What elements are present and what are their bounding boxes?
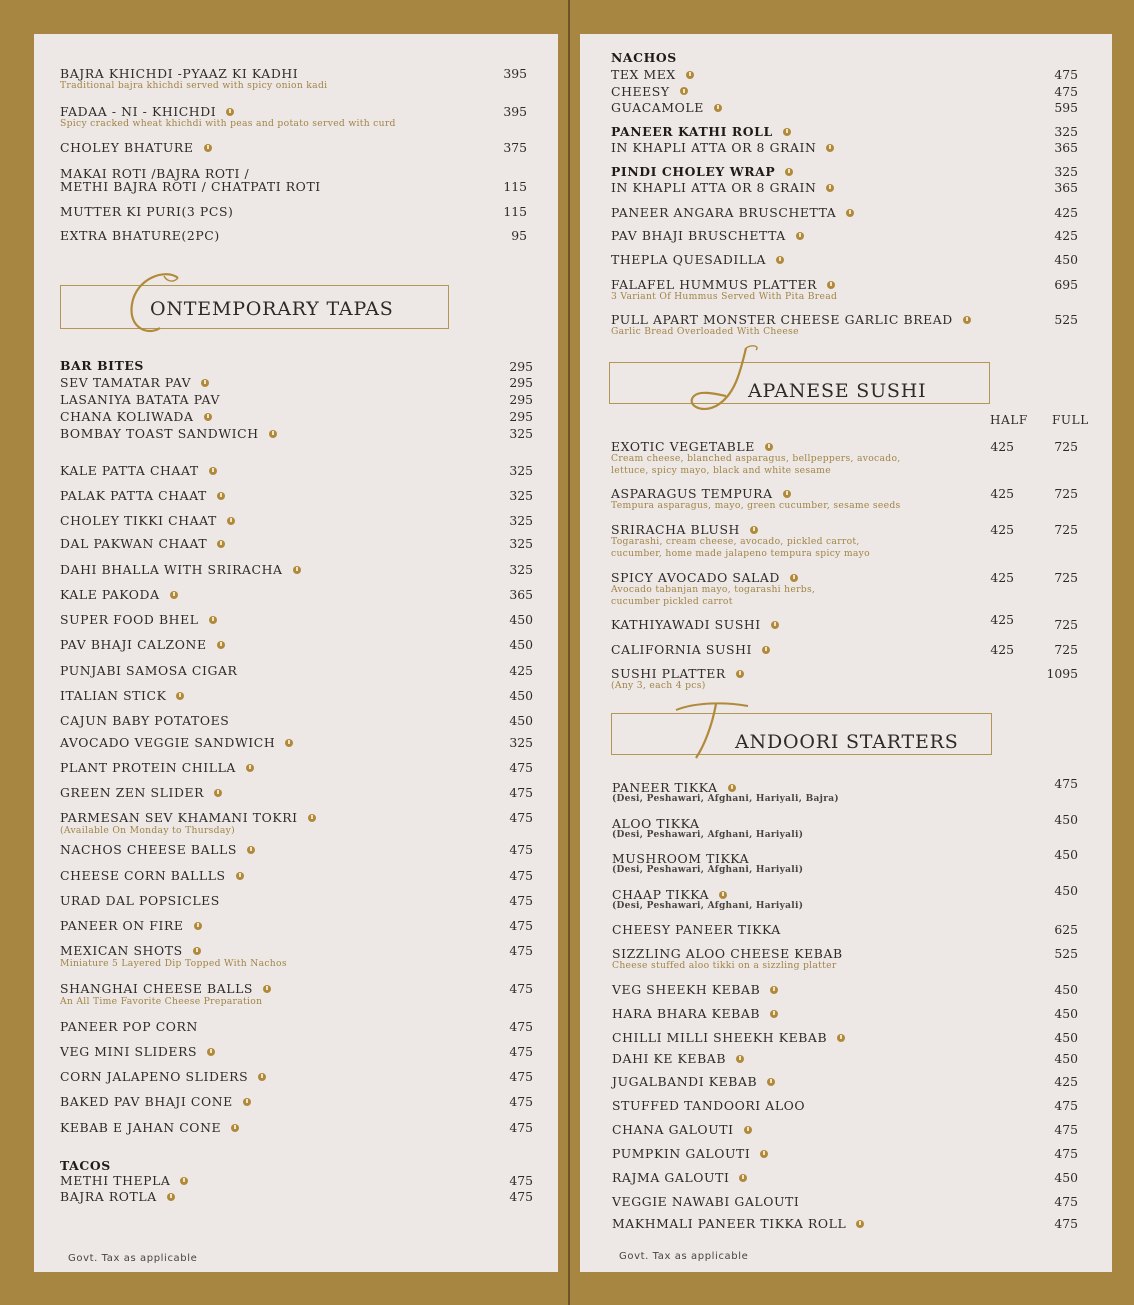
menu-item-description: (Any 3, each 4 pcs) bbox=[611, 680, 706, 691]
menu-item-price: 475 bbox=[509, 893, 533, 908]
menu-item-name: KALE PATTA CHAAT bbox=[60, 463, 217, 478]
menu-item-name: CHANA KOLIWADA bbox=[60, 409, 212, 424]
menu-item-price: 475 bbox=[509, 810, 533, 825]
veg-dot-icon bbox=[209, 616, 217, 624]
veg-dot-icon bbox=[762, 646, 770, 654]
menu-item-name: MUTTER KI PURI(3 PCS) bbox=[60, 204, 234, 219]
menu-item-name: SHANGHAI CHEESE BALLS bbox=[60, 981, 271, 996]
veg-dot-icon bbox=[856, 1220, 864, 1228]
menu-item-price-half: 425 bbox=[990, 439, 1014, 454]
subsection-header-bar-bites: BAR BITES bbox=[60, 358, 144, 373]
menu-item-price: 425 bbox=[509, 663, 533, 678]
menu-item-price: 295 bbox=[509, 392, 533, 407]
veg-dot-icon bbox=[180, 1177, 188, 1185]
menu-item-name: HARA BHARA KEBAB bbox=[612, 1006, 778, 1021]
menu-item-price: 325 bbox=[1054, 124, 1078, 139]
veg-dot-icon bbox=[243, 1098, 251, 1106]
menu-item-price: 475 bbox=[509, 868, 533, 883]
veg-dot-icon bbox=[785, 168, 793, 176]
veg-dot-icon bbox=[209, 467, 217, 475]
menu-item-description: (Desi, Peshawari, Afghani, Hariyali) bbox=[612, 865, 804, 875]
veg-dot-icon bbox=[783, 128, 791, 136]
veg-dot-icon bbox=[744, 1126, 752, 1134]
menu-item-name: METHI THEPLA bbox=[60, 1173, 188, 1188]
menu-item-name: SRIRACHA BLUSH bbox=[611, 522, 758, 537]
veg-dot-icon bbox=[227, 517, 235, 525]
veg-dot-icon bbox=[736, 1055, 744, 1063]
menu-item-name: CHANA GALOUTI bbox=[612, 1122, 752, 1137]
veg-dot-icon bbox=[167, 1193, 175, 1201]
menu-item-name: SPICY AVOCADO SALAD bbox=[611, 570, 798, 585]
section-title-text: ONTEMPORARY TAPAS bbox=[150, 298, 394, 320]
menu-item-name: GUACAMOLE bbox=[611, 100, 722, 115]
menu-item-description: Garlic Bread Overloaded With Cheese bbox=[611, 326, 799, 337]
menu-item-name: VEG SHEEKH KEBAB bbox=[612, 982, 778, 997]
menu-item-price-half: 425 bbox=[990, 642, 1014, 657]
menu-item-price: 525 bbox=[1054, 312, 1078, 327]
menu-item-name: SUSHI PLATTER bbox=[611, 666, 744, 681]
menu-item-description: Cheese stuffed aloo tikki on a sizzling platter bbox=[612, 960, 837, 971]
menu-item-name: KATHIYAWADI SUSHI bbox=[611, 617, 779, 632]
menu-item-price-half: 425 bbox=[990, 522, 1014, 537]
menu-item-price: 475 bbox=[509, 1120, 533, 1135]
veg-dot-icon bbox=[750, 526, 758, 534]
menu-item-description-line2: cucumber, home made jalapeno tempura spicy mayo bbox=[611, 548, 870, 559]
menu-item-description-line2: cucumber pickled carrot bbox=[611, 596, 733, 607]
veg-dot-icon bbox=[739, 1174, 747, 1182]
veg-dot-icon bbox=[285, 739, 293, 747]
veg-dot-icon bbox=[826, 144, 834, 152]
veg-dot-icon bbox=[246, 764, 254, 772]
menu-item-name: CHOLEY BHATURE bbox=[60, 140, 212, 155]
menu-item-price: 450 bbox=[1054, 1030, 1078, 1045]
veg-dot-icon bbox=[963, 316, 971, 324]
menu-item-name: SEV TAMATAR PAV bbox=[60, 375, 209, 390]
menu-item-price: 450 bbox=[1054, 252, 1078, 267]
menu-item-name: RAJMA GALOUTI bbox=[612, 1170, 747, 1185]
menu-item-name: PARMESAN SEV KHAMANI TOKRI bbox=[60, 810, 316, 825]
menu-item-name: PLANT PROTEIN CHILLA bbox=[60, 760, 254, 775]
menu-item-name: SUPER FOOD BHEL bbox=[60, 612, 217, 627]
menu-item-name: PANEER KATHI ROLL bbox=[611, 124, 791, 139]
veg-dot-icon bbox=[771, 621, 779, 629]
left-menu-page bbox=[34, 34, 558, 1272]
menu-item-price-full: 725 bbox=[1054, 486, 1078, 501]
menu-item-price: 475 bbox=[509, 1019, 533, 1034]
veg-dot-icon bbox=[714, 104, 722, 112]
menu-item-name: PINDI CHOLEY WRAP bbox=[611, 164, 793, 179]
menu-item-name: PALAK PATTA CHAAT bbox=[60, 488, 225, 503]
menu-item-price: 475 bbox=[1054, 1194, 1078, 1209]
menu-item-price: 295 bbox=[509, 375, 533, 390]
menu-item-name: LASANIYA BATATA PAV bbox=[60, 392, 221, 407]
menu-item-price: 425 bbox=[1054, 228, 1078, 243]
menu-item-name: PAV BHAJI BRUSCHETTA bbox=[611, 228, 804, 243]
veg-dot-icon bbox=[201, 379, 209, 387]
menu-item-name: KEBAB E JAHAN CONE bbox=[60, 1120, 239, 1135]
menu-item-price: 450 bbox=[1054, 883, 1078, 898]
menu-item-price: 115 bbox=[503, 204, 527, 219]
menu-item-name: TEX MEX bbox=[611, 67, 694, 82]
veg-dot-icon bbox=[269, 430, 277, 438]
menu-item-name: BAJRA ROTLA bbox=[60, 1189, 175, 1204]
menu-item-price: 450 bbox=[1054, 847, 1078, 862]
menu-item-price: 95 bbox=[511, 228, 527, 243]
veg-dot-icon bbox=[767, 1078, 775, 1086]
menu-item-price: 475 bbox=[1054, 83, 1078, 99]
veg-dot-icon bbox=[193, 947, 201, 955]
menu-item-name: DAHI KE KEBAB bbox=[612, 1051, 744, 1066]
veg-dot-icon bbox=[247, 846, 255, 854]
veg-dot-icon bbox=[207, 1048, 215, 1056]
menu-item-price: 325 bbox=[509, 463, 533, 478]
menu-item-name: PULL APART MONSTER CHEESE GARLIC BREAD bbox=[611, 312, 971, 327]
menu-item-variant: IN KHAPLI ATTA OR 8 GRAIN bbox=[611, 180, 834, 195]
menu-item-variant: IN KHAPLI ATTA OR 8 GRAIN bbox=[611, 140, 834, 155]
tax-footer: Govt. Tax as applicable bbox=[68, 1253, 198, 1264]
menu-item-price-full: 725 bbox=[1054, 522, 1078, 537]
menu-item-price: 450 bbox=[509, 688, 533, 703]
menu-item-price: 695 bbox=[1054, 277, 1078, 292]
section-title-contemporary-tapas bbox=[150, 298, 394, 320]
menu-item-price: 325 bbox=[1054, 164, 1078, 179]
veg-dot-icon bbox=[217, 540, 225, 548]
veg-dot-icon bbox=[231, 1124, 239, 1132]
menu-item-description: Avocado tabanjan mayo, togarashi herbs, bbox=[611, 584, 816, 595]
veg-dot-icon bbox=[770, 1010, 778, 1018]
menu-item-description: Spicy cracked wheat khichdi with peas and potato served with curd bbox=[60, 118, 396, 129]
veg-dot-icon bbox=[217, 492, 225, 500]
menu-item-price: 475 bbox=[509, 842, 533, 857]
menu-item-description: Cream cheese, blanched asparagus, bellpeppers, avocado, bbox=[611, 453, 901, 464]
veg-dot-icon bbox=[728, 784, 736, 792]
menu-item-price: 395 bbox=[503, 66, 527, 81]
veg-dot-icon bbox=[217, 641, 225, 649]
menu-item-name: PUMPKIN GALOUTI bbox=[612, 1146, 768, 1161]
menu-item-name: SIZZLING ALOO CHEESE KEBAB bbox=[612, 946, 843, 961]
veg-dot-icon bbox=[308, 814, 316, 822]
menu-item-price: 475 bbox=[509, 1173, 533, 1188]
menu-item-price: 475 bbox=[1054, 1122, 1078, 1137]
menu-item-price: 525 bbox=[1054, 946, 1078, 961]
veg-dot-icon bbox=[736, 670, 744, 678]
flourish-j-icon bbox=[686, 344, 762, 414]
menu-item-price: 475 bbox=[509, 1044, 533, 1059]
menu-item-name: DAL PAKWAN CHAAT bbox=[60, 536, 225, 551]
veg-dot-icon bbox=[846, 209, 854, 217]
tax-footer: Govt. Tax as applicable bbox=[619, 1251, 749, 1262]
menu-item-name: GREEN ZEN SLIDER bbox=[60, 785, 222, 800]
menu-item-price-full: 725 bbox=[1054, 439, 1078, 454]
menu-item-name: FADAA - NI - KHICHDI bbox=[60, 104, 234, 119]
menu-item-price: 325 bbox=[509, 426, 533, 441]
sushi-title-text: APANESE SUSHI bbox=[748, 380, 927, 402]
veg-dot-icon bbox=[204, 144, 212, 152]
menu-item-name: ALOO TIKKA bbox=[612, 816, 700, 831]
menu-item-price: 475 bbox=[1054, 1216, 1078, 1231]
menu-item-price: 325 bbox=[509, 536, 533, 551]
veg-dot-icon bbox=[760, 1150, 768, 1158]
menu-item-name: PANEER POP CORN bbox=[60, 1019, 198, 1034]
section-title-tandoori-starters bbox=[735, 731, 959, 753]
menu-item-name: CAJUN BABY POTATOES bbox=[60, 713, 230, 728]
menu-item-price: 325 bbox=[509, 562, 533, 577]
menu-item-description: Togarashi, cream cheese, avocado, pickled carrot, bbox=[611, 536, 860, 547]
menu-item-price: 475 bbox=[509, 981, 533, 996]
menu-item-name: MEXICAN SHOTS bbox=[60, 943, 201, 958]
menu-item-price: 475 bbox=[509, 1069, 533, 1084]
veg-dot-icon bbox=[204, 413, 212, 421]
veg-dot-icon bbox=[176, 692, 184, 700]
menu-item-name: ITALIAN STICK bbox=[60, 688, 184, 703]
menu-item-name: NACHOS CHEESE BALLS bbox=[60, 842, 255, 857]
menu-item-price: 475 bbox=[1054, 1146, 1078, 1161]
menu-item-price: 475 bbox=[509, 760, 533, 775]
veg-dot-icon bbox=[770, 986, 778, 994]
full-column-header: FULL bbox=[1052, 413, 1089, 427]
menu-item-price: 365 bbox=[1054, 180, 1078, 195]
veg-dot-icon bbox=[776, 256, 784, 264]
menu-item-price: 295 bbox=[509, 409, 533, 424]
menu-item-price: 450 bbox=[509, 713, 533, 728]
menu-item-name: PANEER ON FIRE bbox=[60, 918, 202, 933]
menu-item-price: 475 bbox=[1054, 1098, 1078, 1113]
menu-item-description: Tempura asparagus, mayo, green cucumber, sesame seeds bbox=[611, 500, 901, 511]
menu-item-price: 450 bbox=[1054, 812, 1078, 827]
menu-item-price: 475 bbox=[509, 943, 533, 958]
tandoori-title-text: ANDOORI STARTERS bbox=[735, 731, 959, 753]
veg-dot-icon bbox=[686, 71, 694, 79]
menu-item-price: 595 bbox=[1054, 100, 1078, 115]
veg-dot-icon bbox=[719, 891, 727, 899]
menu-item-price-half: 425 bbox=[990, 612, 1014, 627]
veg-dot-icon bbox=[170, 591, 178, 599]
menu-item-price: 450 bbox=[1054, 982, 1078, 997]
menu-item-price: 425 bbox=[1054, 1074, 1078, 1089]
veg-dot-icon bbox=[796, 232, 804, 240]
menu-item-price: 475 bbox=[509, 1094, 533, 1109]
menu-item-price: 115 bbox=[503, 179, 527, 194]
menu-item-name: CHOLEY TIKKI CHAAT bbox=[60, 513, 235, 528]
menu-item-name: CHEESY PANEER TIKKA bbox=[612, 922, 781, 937]
menu-item-name: VEG MINI SLIDERS bbox=[60, 1044, 215, 1059]
menu-item-description: (Desi, Peshawari, Afghani, Hariyali) bbox=[612, 901, 804, 911]
menu-item-price: 365 bbox=[1054, 140, 1078, 155]
menu-item-description: (Desi, Peshawari, Afghani, Hariyali, Bajra) bbox=[612, 794, 839, 804]
section-title-japanese-sushi bbox=[748, 380, 926, 402]
subsection-header-nachos: NACHOS bbox=[611, 50, 677, 65]
menu-item-price: 475 bbox=[509, 1189, 533, 1204]
menu-item-name: KALE PAKODA bbox=[60, 587, 178, 602]
menu-item-price: 295 bbox=[509, 359, 533, 374]
menu-item-price: 325 bbox=[509, 735, 533, 750]
menu-item-description: An All Time Favorite Cheese Preparation bbox=[60, 996, 263, 1007]
veg-dot-icon bbox=[680, 87, 688, 95]
menu-item-description: (Available On Monday to Thursday) bbox=[60, 825, 235, 836]
veg-dot-icon bbox=[258, 1073, 266, 1081]
veg-dot-icon bbox=[826, 184, 834, 192]
menu-item-price: 475 bbox=[509, 918, 533, 933]
veg-dot-icon bbox=[236, 872, 244, 880]
menu-item-name: AVOCADO VEGGIE SANDWICH bbox=[60, 735, 293, 750]
menu-item-name: ASPARAGUS TEMPURA bbox=[611, 486, 791, 501]
menu-item-name: THEPLA QUESADILLA bbox=[611, 252, 784, 267]
menu-item-name-line2: METHI BAJRA ROTI / CHATPATI ROTI bbox=[60, 179, 321, 194]
menu-item-name: CHEESE CORN BALLLS bbox=[60, 868, 244, 883]
menu-item-price-full: 725 bbox=[1054, 642, 1078, 657]
menu-item-name: JUGALBANDI KEBAB bbox=[612, 1074, 775, 1089]
veg-dot-icon bbox=[783, 490, 791, 498]
menu-item-price: 450 bbox=[1054, 1170, 1078, 1185]
menu-item-name: BOMBAY TOAST SANDWICH bbox=[60, 426, 277, 441]
menu-item-name: PAV BHAJI CALZONE bbox=[60, 637, 225, 652]
menu-item-description-line2: lettuce, spicy mayo, black and white sesame bbox=[611, 465, 831, 476]
menu-item-price: 325 bbox=[509, 488, 533, 503]
menu-item-name: PANEER TIKKA bbox=[612, 780, 736, 795]
veg-dot-icon bbox=[827, 281, 835, 289]
menu-item-price-half: 425 bbox=[990, 570, 1014, 585]
menu-item-name: CHILLI MILLI SHEEKH KEBAB bbox=[612, 1030, 845, 1045]
menu-item-name: STUFFED TANDOORI ALOO bbox=[612, 1098, 806, 1113]
menu-item-name: MUSHROOM TIKKA bbox=[612, 851, 750, 866]
right-menu-page bbox=[580, 34, 1112, 1272]
menu-item-name: CALIFORNIA SUSHI bbox=[611, 642, 770, 657]
page-gutter bbox=[568, 0, 570, 1305]
menu-item-price: 325 bbox=[509, 513, 533, 528]
menu-item-name: MAKAI ROTI /BAJRA ROTI / bbox=[60, 166, 250, 181]
veg-dot-icon bbox=[293, 566, 301, 574]
menu-item-price: 450 bbox=[1054, 1051, 1078, 1066]
menu-item-price-full: 725 bbox=[1054, 617, 1078, 632]
menu-item-price: 450 bbox=[509, 612, 533, 627]
menu-item-price: 450 bbox=[1054, 1006, 1078, 1021]
menu-item-price: 375 bbox=[503, 140, 527, 155]
menu-item-price: 475 bbox=[1054, 67, 1078, 82]
menu-item-name: URAD DAL POPSICLES bbox=[60, 893, 220, 908]
menu-item-name: DAHI BHALLA WITH SRIRACHA bbox=[60, 562, 301, 577]
menu-item-name: CHAAP TIKKA bbox=[612, 887, 727, 902]
menu-item-description: 3 Variant Of Hummus Served With Pita Bread bbox=[611, 291, 838, 302]
menu-item-price-full: 725 bbox=[1054, 570, 1078, 585]
menu-item-name: EXTRA BHATURE(2PC) bbox=[60, 228, 220, 243]
veg-dot-icon bbox=[194, 922, 202, 930]
menu-item-price: 395 bbox=[503, 104, 527, 119]
menu-item-price: 425 bbox=[1054, 205, 1078, 220]
menu-item-description: Miniature 5 Layered Dip Topped With Nachos bbox=[60, 958, 287, 969]
menu-item-name: CHEESY bbox=[611, 84, 688, 99]
menu-item-description: Traditional bajra khichdi served with spicy onion kadi bbox=[60, 80, 328, 91]
menu-item-price: 475 bbox=[509, 785, 533, 800]
menu-item-name: FALAFEL HUMMUS PLATTER bbox=[611, 277, 835, 292]
menu-item-price-half: 425 bbox=[990, 486, 1014, 501]
menu-item-price: 365 bbox=[509, 587, 533, 602]
veg-dot-icon bbox=[837, 1034, 845, 1042]
veg-dot-icon bbox=[226, 108, 234, 116]
menu-item-price: 475 bbox=[1054, 776, 1078, 791]
menu-item-name: MAKHMALI PANEER TIKKA ROLL bbox=[612, 1216, 864, 1231]
menu-item-name: VEGGIE NAWABI GALOUTI bbox=[612, 1194, 800, 1209]
menu-item-name: BAJRA KHICHDI -PYAAZ KI KADHI bbox=[60, 66, 299, 81]
veg-dot-icon bbox=[765, 443, 773, 451]
menu-item-description: (Desi, Peshawari, Afghani, Hariyali) bbox=[612, 830, 804, 840]
menu-item-name: PANEER ANGARA BRUSCHETTA bbox=[611, 205, 854, 220]
menu-item-name: BAKED PAV BHAJI CONE bbox=[60, 1094, 251, 1109]
menu-item-name: EXOTIC VEGETABLE bbox=[611, 439, 773, 454]
menu-item-name: PUNJABI SAMOSA CIGAR bbox=[60, 663, 238, 678]
half-column-header: HALF bbox=[990, 413, 1028, 427]
veg-dot-icon bbox=[263, 985, 271, 993]
menu-item-price-full: 1095 bbox=[1046, 666, 1078, 681]
menu-item-name: CORN JALAPENO SLIDERS bbox=[60, 1069, 266, 1084]
veg-dot-icon bbox=[214, 789, 222, 797]
menu-item-price: 625 bbox=[1054, 922, 1078, 937]
veg-dot-icon bbox=[790, 574, 798, 582]
subsection-header-tacos: TACOS bbox=[60, 1158, 111, 1173]
menu-item-price: 450 bbox=[509, 637, 533, 652]
